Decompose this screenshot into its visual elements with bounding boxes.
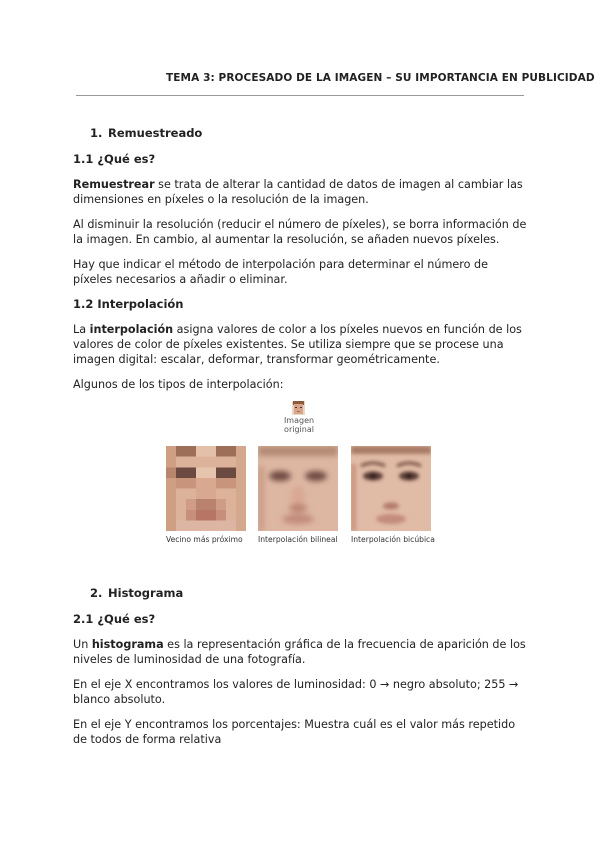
interpolation-figure [73,401,529,573]
header-divider [76,95,524,96]
bicubic-image [351,446,431,531]
subsection-2-1-heading: 2.1 ¿Qué es? [73,612,156,626]
section-1-heading [73,126,529,140]
term-remuestrear: Remuestrear [73,178,155,191]
section-1-number: 1. [90,126,103,140]
document-body [73,124,529,747]
paragraph-eje-y: En el eje Y encontramos los porcentajes: Muestra cuál es el valor más repetido de todos de forma relativa [73,718,516,746]
paragraph-histograma: Un histograma es la representación gráfica de la frecuencia de aparición de los niveles de luminosidad de una fotografía. [73,638,526,666]
paragraph-eje-x: En el eje X encontramos los valores de luminosidad: 0 → negro absoluto; 255 → blanco absoluto. [73,678,519,706]
paragraph-tipos: Algunos de los tipos de interpolación: [73,378,284,391]
subsection-1-1-heading: 1.1 ¿Qué es? [73,152,156,166]
section-2-title: Histograma [108,586,184,600]
term-interpolacion: interpolación [89,323,174,336]
paragraph-metodo: Hay que indicar el método de interpolación para determinar el número de píxeles necesarios a añadir o eliminar. [73,258,488,286]
nearest-neighbor-image [166,446,246,531]
caption-bilinear: Interpolación bilineal [258,535,338,544]
paragraph-remuestrear: Remuestrear se trata de alterar la cantidad de datos de imagen al cambiar las dimensiones en píxeles o la resolución de la imagen. [73,178,523,206]
page-header: TEMA 3: PROCESADO DE LA IMAGEN – SU IMPORTANCIA EN PUBLICIDAD [166,72,595,84]
paragraph-resolucion: Al disminuir la resolución (reducir el número de píxeles), se borra información de la imagen. En cambio, al aumentar la resolución, se añaden nuevos píxeles. [73,218,527,246]
bilinear-image [258,446,338,531]
section-2-heading [73,586,529,600]
caption-nearest: Vecino más próximo [166,535,243,544]
section-2-number: 2. [90,586,103,600]
section-1-title: Remuestreado [108,126,203,140]
caption-bicubic: Interpolación bicúbica [351,535,435,544]
original-face-thumbnail [292,401,305,415]
term-histograma: histograma [91,638,164,651]
subsection-1-2-heading: 1.2 Interpolación [73,297,184,311]
original-image-label: Imagen original [283,416,315,434]
paragraph-interpolacion: La interpolación asigna valores de color a los píxeles nuevos en función de los valores de color de píxeles existentes. Se utiliza siempre que se procese una imagen digital: escalar, deformar, transformar geométricamente. [73,323,522,366]
